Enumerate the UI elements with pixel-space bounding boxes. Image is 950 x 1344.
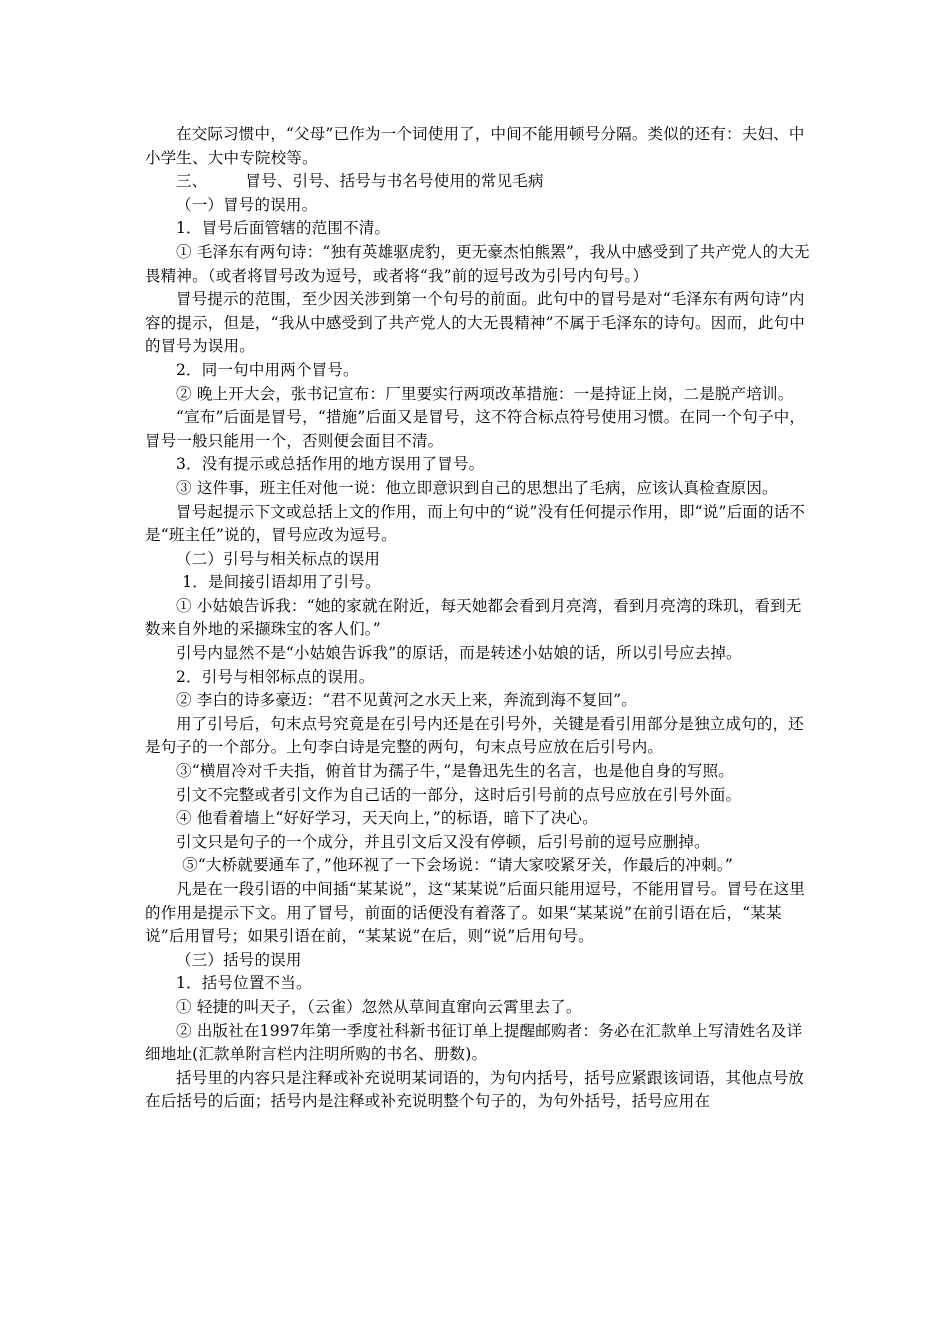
list-item-heading: 1．是间接引语却用了引号。 — [182, 573, 381, 592]
section-title: 冒号、引号、括号与书名号使用的常见毛病 — [245, 172, 544, 191]
paragraph: 冒号起提示下文或总括上文的作用，而上句中的“说”没有任何提示作用，即“说”后面的话不是“班主任”说的，冒号应改为逗号。 — [145, 502, 806, 545]
example-sentence: ① 轻捷的叫天子，（云雀）忽然从草间直窜向云霄里去了。 — [176, 997, 582, 1016]
example-sentence: ⑤“大桥就要通车了，”他环视了一下会场说：“请大家咬紧牙关，作最后的冲刺。” — [182, 856, 733, 875]
paragraph: 凡是在一段引语的中间插“某某说”，这“某某说”后面只能用逗号，不能用冒号。冒号在这里的作用是提示下文。用了冒号，前面的话便没有着落了。如果“某某说”在前引语在后，“某某说”后用冒号；如果引语在前，“某某说”在后，则“说”后用句号。 — [145, 880, 806, 946]
document-body — [145, 123, 810, 1114]
subsection-heading: （一）冒号的误用。 — [176, 195, 318, 214]
paragraph: 在交际习惯中，“父母”已作为一个词使用了，中间不能用顿号分隔。类似的还有：夫妇、中小学生、大中专院校等。 — [145, 125, 805, 167]
paragraph: 引文不完整或者引文作为自己话的一部分，这时后引号前的点号应放在引号外面。 — [176, 785, 742, 804]
subsection-heading: （三）括号的误用 — [176, 950, 302, 969]
section-heading — [145, 170, 810, 194]
example-sentence: ② 李白的诗多豪迈：“君不见黄河之水天上来，奔流到海不复回”。 — [176, 691, 637, 710]
list-item-heading: 3．没有提示或总括作用的地方误用了冒号。 — [176, 455, 485, 474]
example-sentence: ② 晚上开大会，张书记宣布：厂里要实行两项改革措施：一是持证上岗，二是脱产培训。 — [176, 384, 794, 403]
list-item-heading: 1．冒号后面管辖的范围不清。 — [176, 219, 391, 238]
section-number: 三、 — [176, 172, 208, 191]
paragraph: “宣布”后面是冒号，“措施”后面又是冒号，这不符合标点符号使用习惯。在同一个句子中，冒号一般只能用一个，否则便会面目不清。 — [145, 408, 806, 450]
list-item-heading: 2．同一句中用两个冒号。 — [176, 360, 359, 379]
example-sentence: ① 小姑娘告诉我：“她的家就在附近，每天她都会看到月亮湾，看到月亮湾的珠玑，看到无数来自外地的采撷珠宝的客人们。” — [145, 596, 802, 639]
subsection-heading: （二）引号与相关标点的误用 — [176, 549, 381, 568]
example-sentence: ① 毛泽东有两句诗：“独有英雄驱虎豹，更无豪杰怕熊罴”，我从中感受到了共产党人的大无畏精神。（或者将冒号改为逗号，或者将“我”前的逗号改为引号内句号。） — [145, 242, 810, 285]
list-item-heading: 2．引号与相邻标点的误用。 — [176, 667, 375, 686]
paragraph: 括号里的内容只是注释或补充说明某词语的，为句内括号，括号应紧跟该词语，其他点号放在后括号的后面；括号内是注释或补充说明整个句子的，为句外括号，括号应用在 — [145, 1068, 805, 1111]
paragraph: 引文只是句子的一个成分，并且引文后又没有停顿，后引号前的逗号应删掉。 — [176, 832, 710, 851]
example-sentence: ② 出版社在1997年第一季度社科新书征订单上提醒邮购者：务必在汇款单上写清姓名及详细地址(汇款单附言栏内注明所购的书名、册数)。 — [145, 1021, 803, 1064]
paragraph: 引号内显然不是“小姑娘告诉我”的原话，而是转述小姑娘的话，所以引号应去掉。 — [176, 644, 742, 663]
paragraph: 用了引号后，句末点号究竟是在引号内还是在引号外，关键是看引用部分是独立成句的，还是句子的一个部分。上句李白诗是完整的两句，句末点号应放在后引号内。 — [145, 714, 805, 757]
list-item-heading: 1．括号位置不当。 — [176, 974, 312, 993]
example-sentence: ③ 这件事，班主任对他一说：他立即意识到自己的思想出了毛病，应该认真检查原因。 — [176, 478, 778, 497]
example-sentence: ③“横眉冷对千夫指，俯首甘为孺子牛，”是鲁迅先生的名言，也是他自身的写照。 — [176, 762, 735, 781]
example-sentence: ④ 他看着墙上“好好学习，天天向上，”的标语，暗下了决心。 — [176, 809, 598, 828]
paragraph: 冒号提示的范围，至少因关涉到第一个句号的前面。此句中的冒号是对“毛泽东有两句诗”内容的提示，但是，“我从中感受到了共产党人的大无畏精神”不属于毛泽东的诗句。因而，此句中的冒号为误用。 — [145, 290, 805, 356]
